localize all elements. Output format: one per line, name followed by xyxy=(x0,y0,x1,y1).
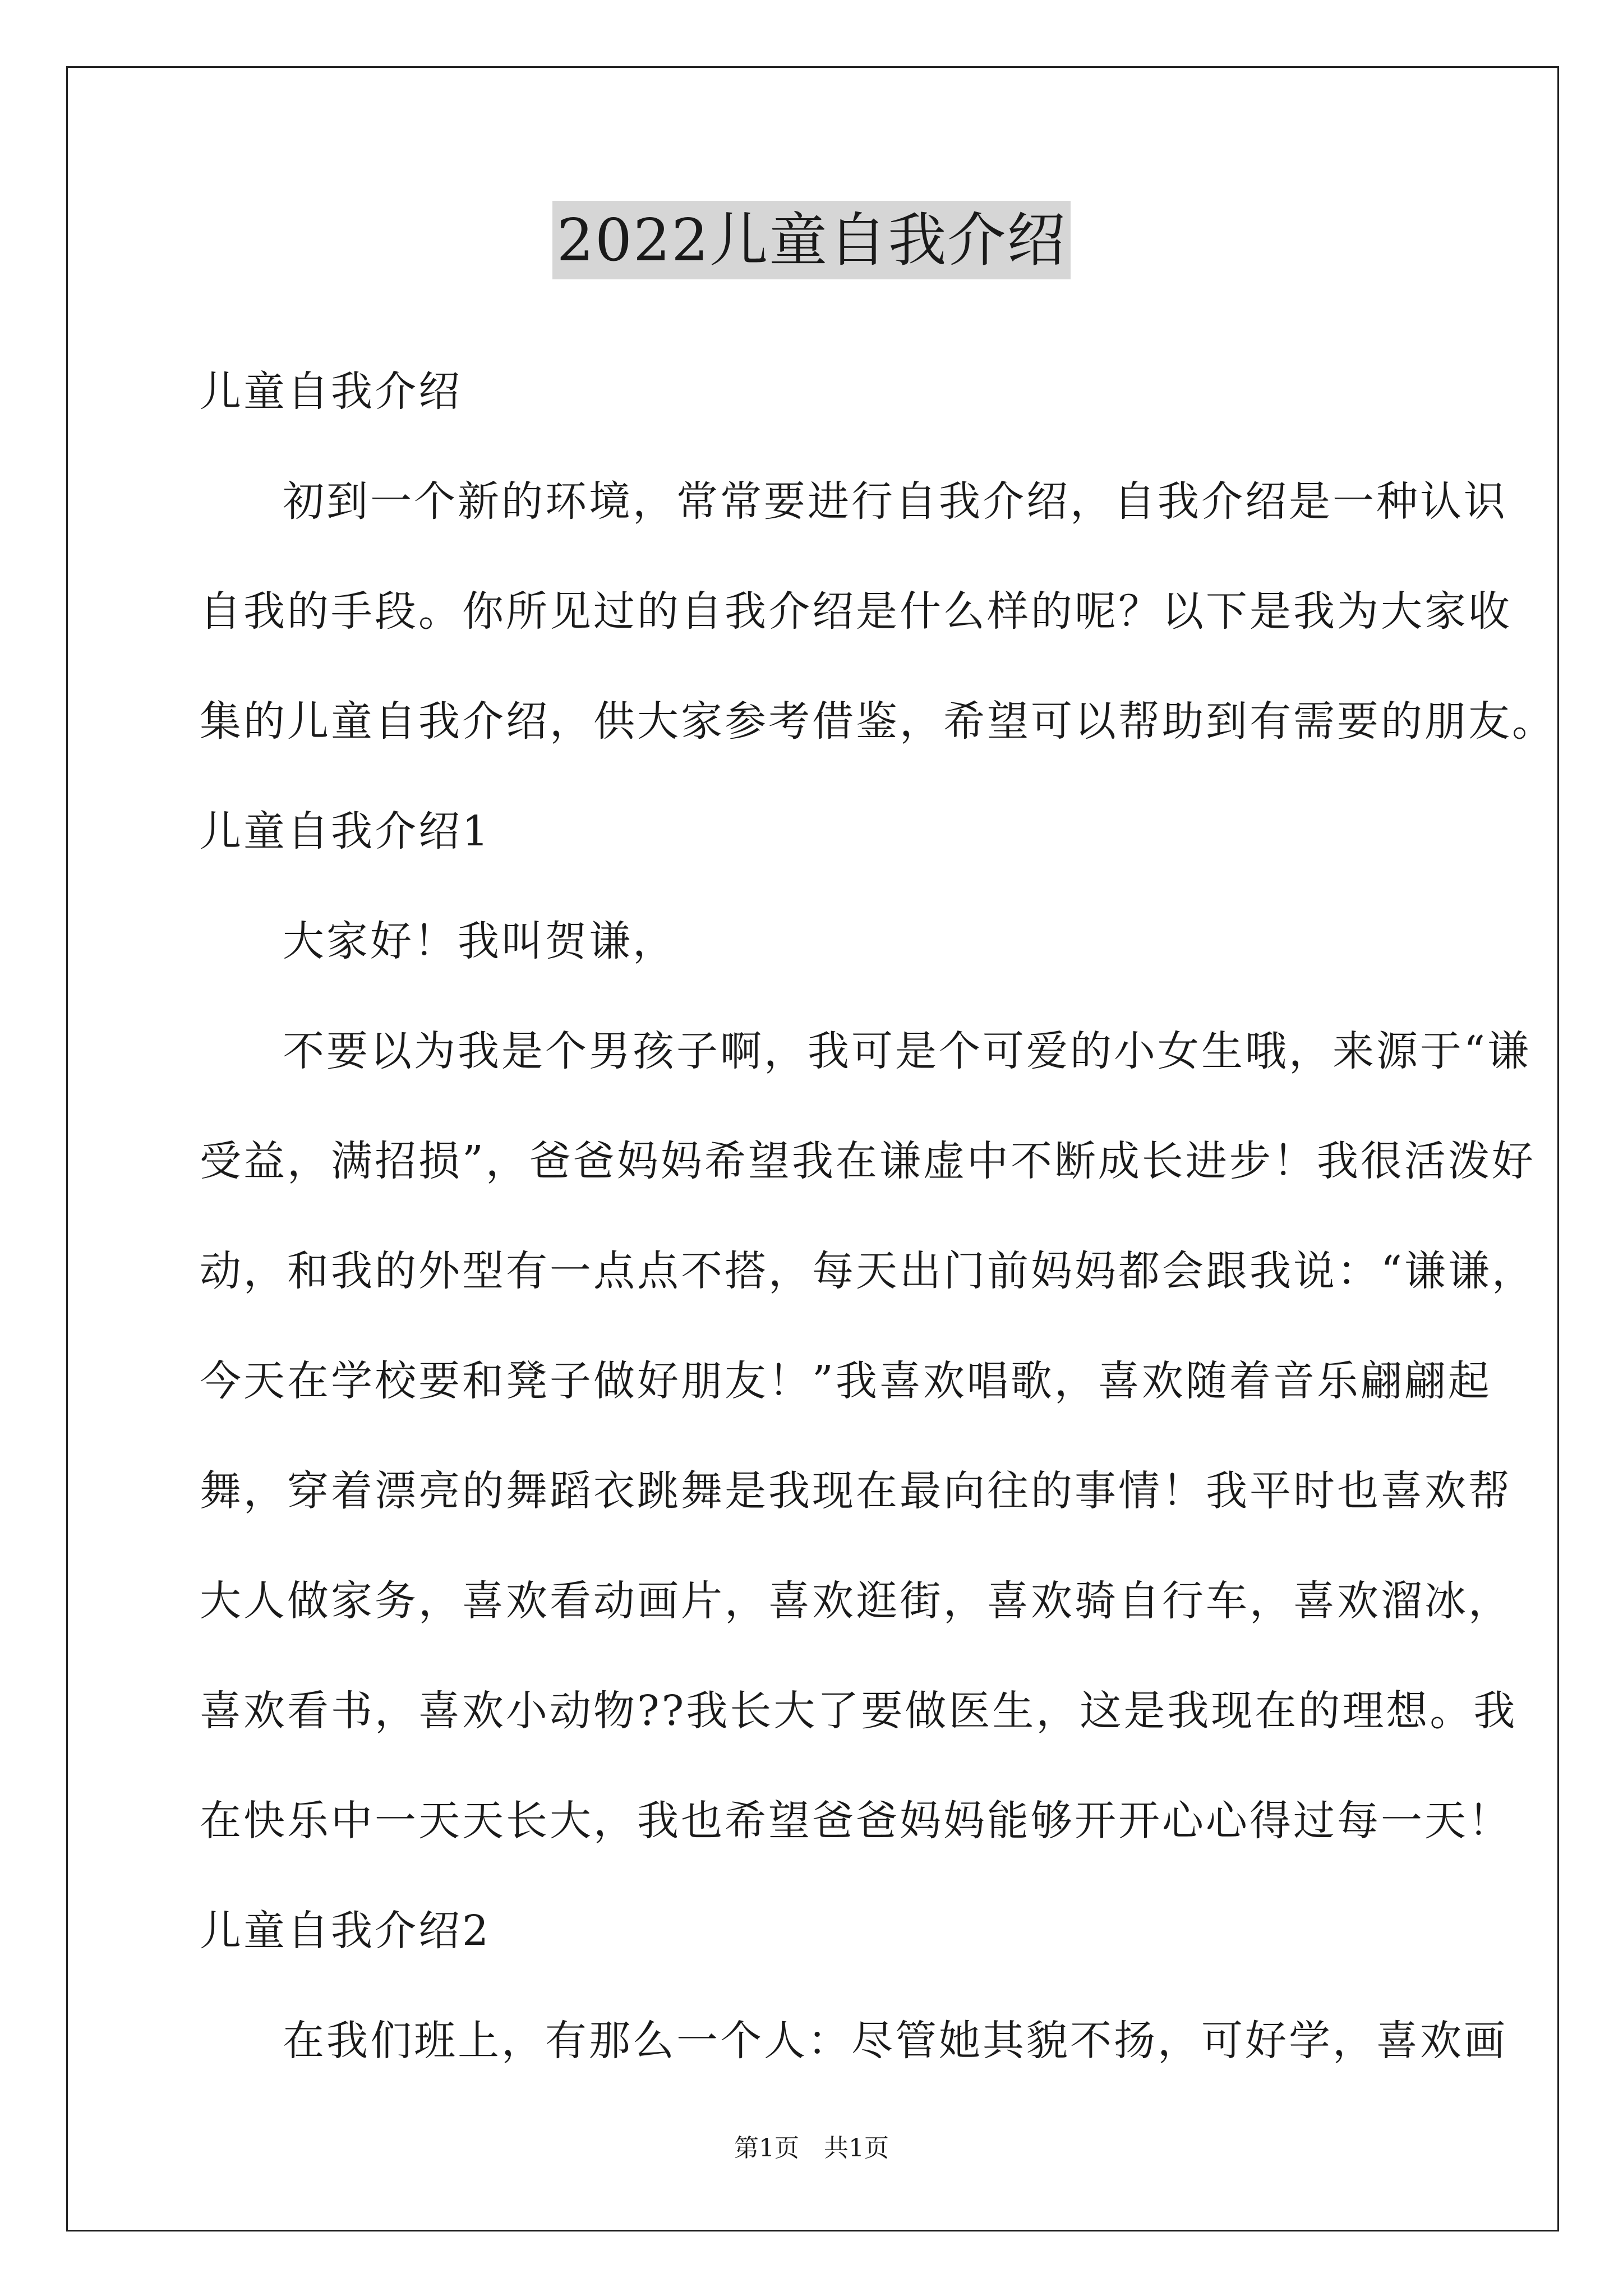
text-line: 在我们班上，有那么一个人：尽管她其貌不扬，可好学，喜欢画 xyxy=(283,2017,1507,2065)
text-line: 喜欢看书，喜欢小动物??我长大了要做医生，这是我现在的理想。我 xyxy=(200,1687,1518,1735)
text-line: 初到一个新的环境，常常要进行自我介绍，自我介绍是一种认识 xyxy=(283,477,1507,526)
document-title: 2022儿童自我介绍 xyxy=(552,201,1071,279)
title-container xyxy=(0,201,1623,279)
page-footer: 第1页 共1页 xyxy=(734,2134,889,2162)
text-line: 儿童自我介绍2 xyxy=(200,1907,491,1955)
text-line: 在快乐中一天天长大，我也希望爸爸妈妈能够开开心心得过每一天！ xyxy=(200,1797,1512,1845)
text-line: 大人做家务，喜欢看动画片，喜欢逛街，喜欢骑自行车，喜欢溜冰， xyxy=(200,1577,1512,1625)
text-line: 动，和我的外型有一点点不搭，每天出门前妈妈都会跟我说：“谦谦， xyxy=(200,1247,1536,1295)
text-line: 今天在学校要和凳子做好朋友！”我喜欢唱歌，喜欢随着音乐翩翩起 xyxy=(200,1357,1492,1405)
text-line: 儿童自我介绍 xyxy=(200,367,462,416)
text-line: 舞，穿着漂亮的舞蹈衣跳舞是我现在最向往的事情！我平时也喜欢帮 xyxy=(200,1467,1512,1515)
text-line: 受益，满招损”，爸爸妈妈希望我在谦虚中不断成长进步！我很活泼好 xyxy=(200,1137,1536,1185)
text-line: 大家好！我叫贺谦， xyxy=(283,917,676,965)
text-line: 不要以为我是个男孩子啊，我可是个可爱的小女生哦，来源于“谦 xyxy=(283,1027,1531,1075)
document-body xyxy=(200,337,1556,2096)
text-line: 儿童自我介绍1 xyxy=(200,807,491,855)
text-line: 集的儿童自我介绍，供大家参考借鉴，希望可以帮助到有需要的朋友。 xyxy=(200,697,1556,746)
text-line: 自我的手段。你所见过的自我介绍是什么样的呢？以下是我为大家收 xyxy=(200,587,1512,636)
